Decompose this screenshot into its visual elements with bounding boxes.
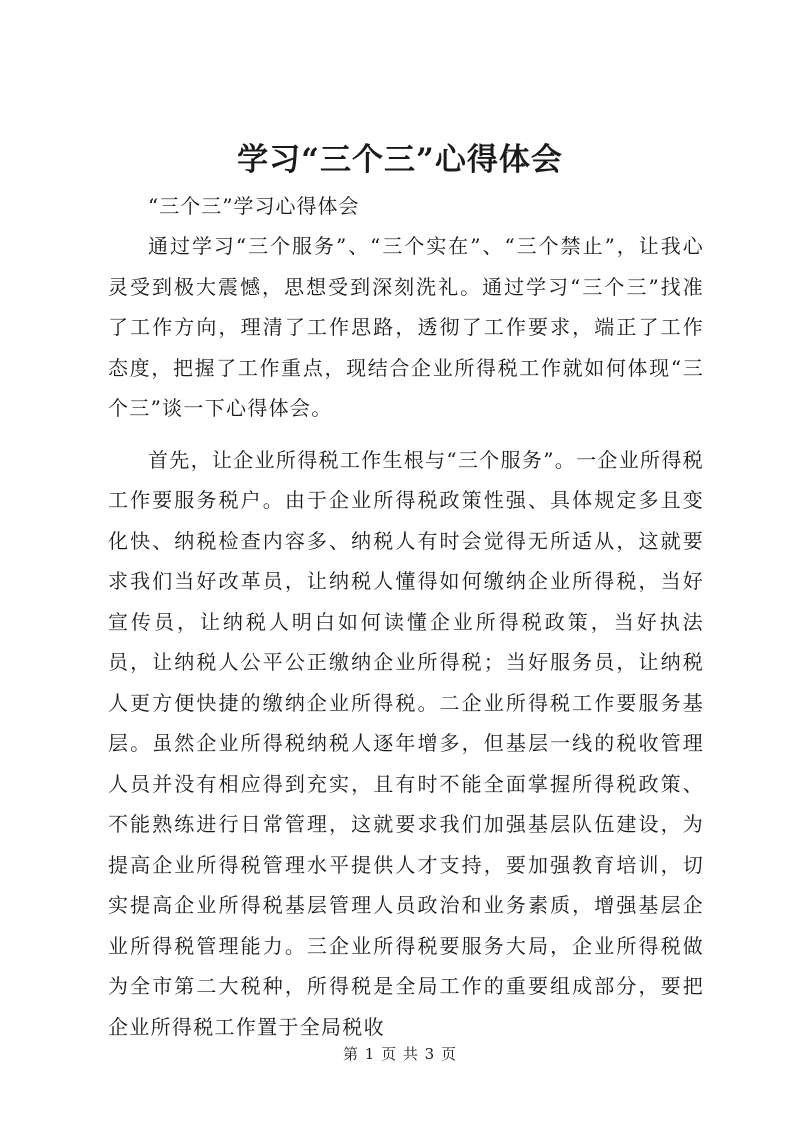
document-title: 学习“三个三”心得体会 bbox=[237, 142, 563, 178]
document-body bbox=[108, 186, 704, 1047]
page-number-footer: 第 1 页 共 3 页 bbox=[343, 1045, 457, 1063]
document-subtitle: “三个三”学习心得体会 bbox=[148, 194, 360, 218]
paragraph-1: 通过学习“三个服务”、“三个实在”、“三个禁止”，让我心灵受到极大震憾，思想受到深刻洗礼。通过学习“三个三”找准了工作方向，理清了工作思路，透彻了工作要求，端正了工作态度，把握了工作重点，现结合企业所得税工作就如何体现“三个三”谈一下心得体会。 bbox=[108, 234, 704, 420]
paragraph-2: 首先，让企业所得税工作生根与“三个服务”。一企业所得税工作要服务税户。由于企业所得税政策性强、具体规定多且变化快、纳税检查内容多、纳税人有时会觉得无所适从，这就要求我们当好改革员，让纳税人懂得如何缴纳企业所得税，当好宣传员，让纳税人明白如何读懂企业所得税政策，当好执法员，让纳税人公平公正缴纳企业所得税；当好服务员，让纳税人更方便快捷的缴纳企业所得税。二企业所得税工作要服务基层。虽然企业所得税纳税人逐年增多，但基层一线的税收管理人员并没有相应得到充实，且有时不能全面掌握所得税政策、不能熟练进行日常管理，这就要求我们加强基层队伍建设，为提高企业所得税管理水平提供人才支持，要加强教育培训，切实提高企业所得税基层管理人员政治和业务素质，增强基层企业所得税管理能力。三企业所得税要服务大局，企业所得税做为全市第二大税种，所得税是全局工作的重要组成部分，要把企业所得税工作置于全局税收 bbox=[108, 447, 704, 1039]
